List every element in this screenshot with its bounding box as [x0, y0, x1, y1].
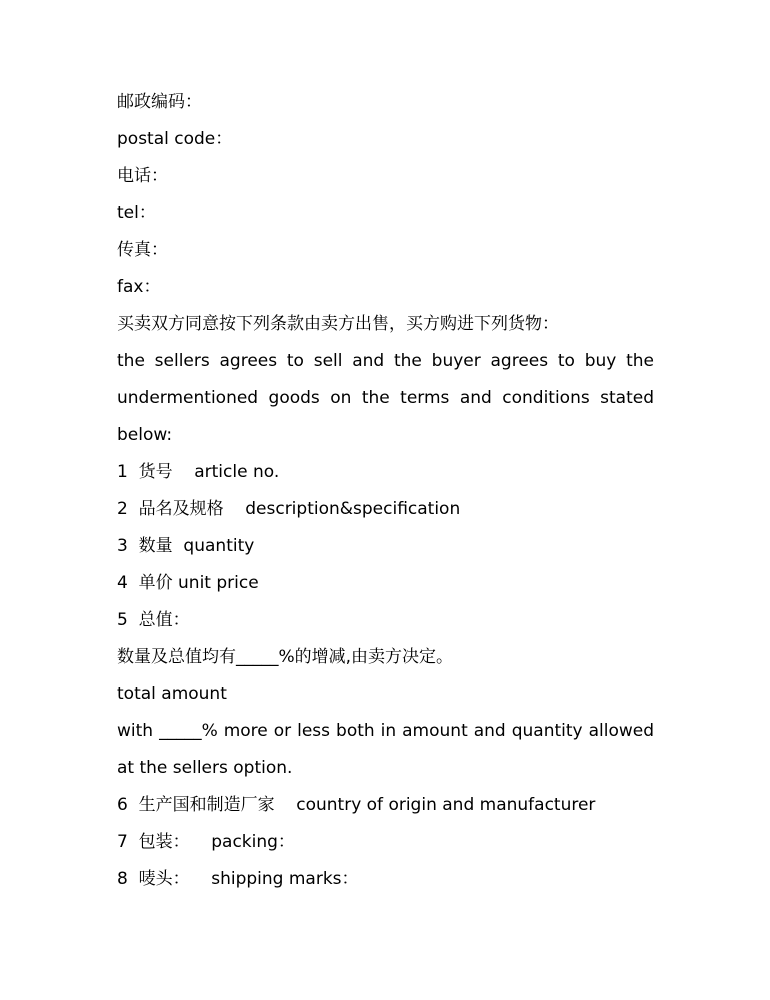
postal-code-en-line: postal code： — [117, 129, 233, 149]
agreement-cn-line: 买卖双方同意按下列条款由卖方出售，买方购进下列货物： — [117, 314, 559, 334]
document-page — [117, 84, 654, 898]
fax-en-line: fax： — [117, 277, 161, 297]
item-3-quantity: 3 数量 quantity — [117, 536, 255, 556]
item-5-total-value: 5 总值： — [117, 610, 190, 630]
tel-cn-line: 电话： — [117, 166, 168, 186]
agreement-en-paragraph: the sellers agrees to sell and the buyer agrees to buy the undermentioned goods on the terms and conditions stated below: — [117, 351, 654, 445]
item-1-article-no: 1 货号 article no. — [117, 462, 280, 482]
tolerance-cn-line: 数量及总值均有_____%的增减,由卖方决定。 — [117, 647, 454, 667]
item-2-description: 2 品名及规格 description&specification — [117, 499, 461, 519]
postal-code-cn-line: 邮政编码： — [117, 92, 202, 112]
item-4-unit-price: 4 单价 unit price — [117, 573, 259, 593]
fax-cn-line: 传真： — [117, 240, 168, 260]
item-6-origin-manufacturer: 6 生产国和制造厂家 country of origin and manufacturer — [117, 795, 596, 815]
total-amount-line: total amount — [117, 684, 227, 704]
tolerance-en-paragraph: with _____% more or less both in amount and quantity allowed at the sellers option. — [117, 721, 654, 778]
tel-en-line: tel： — [117, 203, 156, 223]
item-7-packing: 7 包装： packing： — [117, 832, 295, 852]
item-8-shipping-marks: 8 唛头： shipping marks： — [117, 869, 359, 889]
